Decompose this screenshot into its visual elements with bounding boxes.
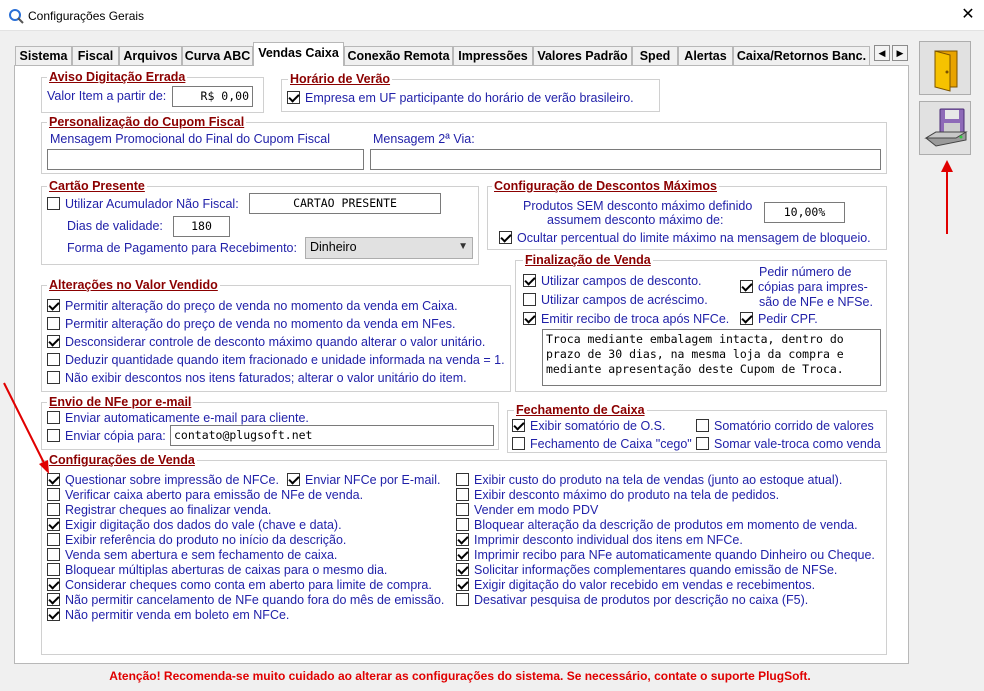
exibir-custo-checkbox[interactable]: Exibir custo do produto na tela de vendas (junto ao estoque atual). xyxy=(456,473,842,487)
app-icon xyxy=(8,8,24,24)
bloquear-descricao-checkbox[interactable]: Bloquear alteração da descrição de produtos em momento de venda. xyxy=(456,518,858,532)
warning-text: Atenção! Recomenda-se muito cuidado ao alterar as configurações do sistema. Se necessário, contate o suporte PlugSoft. xyxy=(109,669,811,683)
checkbox-box xyxy=(287,91,300,104)
exigir-valor-recebido-checkbox[interactable]: Exigir digitação do valor recebido em vendas e recebimentos. xyxy=(456,578,815,592)
checkbox-box xyxy=(456,518,469,531)
tab-impressoes[interactable]: Impressões xyxy=(453,46,533,65)
checkbox-box xyxy=(287,473,300,486)
checkbox-box xyxy=(47,473,60,486)
checkbox-box xyxy=(47,353,60,366)
nfe-email-legend: Envio de NFe por e-mail xyxy=(49,395,192,409)
checkbox-box xyxy=(696,419,709,432)
tab-sistema[interactable]: Sistema xyxy=(15,46,72,65)
tab-scroll-left-button[interactable]: ◀ xyxy=(874,45,890,61)
dias-validade-label: Dias de validade: xyxy=(67,219,163,233)
vender-pdv-checkbox[interactable]: Vender em modo PDV xyxy=(456,503,598,517)
venda-sem-abertura-checkbox[interactable]: Venda sem abertura e sem fechamento de caixa. xyxy=(47,548,337,562)
checkbox-box xyxy=(456,563,469,576)
valor-item-input[interactable]: R$ 0,00 xyxy=(172,86,253,107)
dias-validade-input[interactable]: 180 xyxy=(173,216,230,237)
nao-exibir-descontos-checkbox[interactable]: Não exibir descontos nos itens faturados; alterar o valor unitário do item. xyxy=(47,371,467,385)
save-button[interactable] xyxy=(919,101,971,155)
checkbox-box xyxy=(523,274,536,287)
somar-vale-troca-checkbox[interactable]: Somar vale-troca como venda xyxy=(696,437,881,451)
enviar-nfce-email-checkbox[interactable]: Enviar NFCe por E-mail. xyxy=(287,473,440,487)
verificar-caixa-checkbox[interactable]: Verificar caixa aberto para emissão de NFe de venda. xyxy=(47,488,363,502)
questionar-nfce-checkbox[interactable]: Questionar sobre impressão de NFCe. xyxy=(47,473,279,487)
desativar-pesquisa-checkbox[interactable]: Desativar pesquisa de produtos por descrição no caixa (F5). xyxy=(456,593,808,607)
nao-cancelar-nfe-checkbox[interactable]: Não permitir cancelamento de NFe quando fora do mês de emissão. xyxy=(47,593,444,607)
registrar-cheques-checkbox[interactable]: Registrar cheques ao finalizar venda. xyxy=(47,503,271,517)
aviso-legend: Aviso Digitação Errada xyxy=(49,70,186,84)
fechamento-cego-checkbox[interactable]: Fechamento de Caixa "cego" xyxy=(512,437,692,451)
checkbox-box xyxy=(47,371,60,384)
exibir-referencia-checkbox[interactable]: Exibir referência do produto no início da descrição. xyxy=(47,533,346,547)
alteracao-nfes-checkbox[interactable]: Permitir alteração do preço de venda no momento da venda em NFes. xyxy=(47,317,456,331)
pedir-copias-checkbox[interactable]: cópias para impres- xyxy=(740,280,868,294)
config-venda-legend: Configurações de Venda xyxy=(49,453,195,467)
campos-acrescimo-checkbox[interactable]: Utilizar campos de acréscimo. xyxy=(523,293,708,307)
tab-conexao-remota[interactable]: Conexão Remota xyxy=(344,46,453,65)
enviar-auto-email-checkbox[interactable]: Enviar automaticamente e-mail para cliente. xyxy=(47,411,309,425)
alteracoes-legend: Alterações no Valor Vendido xyxy=(49,278,218,292)
somatorio-os-checkbox[interactable]: Exibir somatório de O.S. xyxy=(512,419,665,433)
forma-pagamento-select[interactable]: Dinheiro ▼ xyxy=(305,237,473,259)
valor-item-label: Valor Item a partir de: xyxy=(47,89,167,103)
checkbox-box xyxy=(456,548,469,561)
imprimir-recibo-checkbox[interactable]: Imprimir recibo para NFe automaticamente quando Dinheiro ou Cheque. xyxy=(456,548,875,562)
mensagem-troca-memo[interactable]: Troca mediante embalagem intacta, dentro do prazo de 30 dias, na mesma loja da compra e mediante apresentação deste Cupom de Troca. xyxy=(542,329,881,386)
checkbox-box xyxy=(47,197,60,210)
pedir-copias-label-3: são de NFe e NFSe. xyxy=(759,295,873,309)
checkbox-box xyxy=(523,312,536,325)
checkbox-box xyxy=(47,503,60,516)
checkbox-box xyxy=(47,593,60,606)
acumulador-checkbox[interactable]: Utilizar Acumulador Não Fiscal: xyxy=(47,197,239,211)
floppy-disk-icon xyxy=(920,102,972,156)
exibir-desconto-maximo-checkbox[interactable]: Exibir desconto máximo do produto na tela de pedidos. xyxy=(456,488,779,502)
checkbox-box xyxy=(740,312,753,325)
tab-fiscal[interactable]: Fiscal xyxy=(72,46,119,65)
cartao-legend: Cartão Presente xyxy=(49,179,145,193)
cupom-legend: Personalização do Cupom Fiscal xyxy=(49,115,245,129)
desconto-maximo-input[interactable]: 10,00% xyxy=(764,202,845,223)
bloquear-aberturas-checkbox[interactable]: Bloquear múltiplas aberturas de caixas para o mesmo dia. xyxy=(47,563,387,577)
checkbox-box xyxy=(47,548,60,561)
enviar-copia-checkbox[interactable]: Enviar cópia para: xyxy=(47,429,166,443)
descontos-text-2: assumem desconto máximo de: xyxy=(547,213,724,227)
forma-pagamento-label: Forma de Pagamento para Recebimento: xyxy=(67,241,297,255)
checkbox-box xyxy=(47,429,60,442)
checkbox-box xyxy=(47,488,60,501)
tab-arquivos[interactable]: Arquivos xyxy=(119,46,182,65)
fechamento-legend: Fechamento de Caixa xyxy=(516,403,645,417)
checkbox-box xyxy=(47,518,60,531)
msg-2via-label: Mensagem 2ª Via: xyxy=(373,132,475,146)
window-title: Configurações Gerais xyxy=(28,9,145,23)
close-button[interactable]: ✕ xyxy=(961,6,975,23)
checkbox-box xyxy=(456,488,469,501)
tab-caixa-retornos[interactable]: Caixa/Retornos Banc. xyxy=(733,46,870,65)
checkbox-box xyxy=(456,503,469,516)
msg-promocional-input[interactable] xyxy=(47,149,364,170)
imprimir-desconto-checkbox[interactable]: Imprimir desconto individual dos itens em NFCe. xyxy=(456,533,743,547)
checkbox-box xyxy=(512,419,525,432)
checkbox-box xyxy=(47,411,60,424)
cheques-conta-aberto-checkbox[interactable]: Considerar cheques como conta em aberto para limite de compra. xyxy=(47,578,432,592)
recibo-troca-checkbox[interactable]: Emitir recibo de troca após NFCe. xyxy=(523,312,729,326)
checkbox-box xyxy=(47,608,60,621)
checkbox-box xyxy=(47,533,60,546)
checkbox-box xyxy=(456,533,469,546)
tab-curva-abc[interactable]: Curva ABC xyxy=(182,46,253,65)
ocultar-percentual-checkbox[interactable]: Ocultar percentual do limite máximo na mensagem de bloqueio. xyxy=(499,231,871,245)
exigir-vale-checkbox[interactable]: Exigir digitação dos dados do vale (chave e data). xyxy=(47,518,342,532)
checkbox-box xyxy=(47,335,60,348)
alteracao-caixa-checkbox[interactable]: Permitir alteração do preço de venda no momento da venda em Caixa. xyxy=(47,299,458,313)
tab-vendas-caixa[interactable]: Vendas Caixa xyxy=(253,42,344,66)
desconsiderar-desconto-checkbox[interactable]: Desconsiderar controle de desconto máximo quando alterar o valor unitário. xyxy=(47,335,485,349)
msg-promocional-label: Mensagem Promocional do Final do Cupom Fiscal xyxy=(50,132,330,146)
tab-valores-padrao[interactable]: Valores Padrão xyxy=(533,46,632,65)
deduzir-quantidade-checkbox[interactable]: Deduzir quantidade quando item fracionado e unidade informada na venda = 1. xyxy=(47,353,505,367)
descontos-legend: Configuração de Descontos Máximos xyxy=(494,179,717,193)
checkbox-box xyxy=(456,593,469,606)
acumulador-input[interactable]: CARTAO PRESENTE xyxy=(249,193,441,214)
door-icon xyxy=(920,42,972,96)
checkbox-box xyxy=(456,473,469,486)
email-copia-input[interactable]: contato@plugsoft.net xyxy=(170,425,494,446)
checkbox-box xyxy=(696,437,709,450)
nao-boleto-nfce-checkbox[interactable]: Não permitir venda em boleto em NFCe. xyxy=(47,608,289,622)
exit-button[interactable] xyxy=(919,41,971,95)
campos-desconto-checkbox[interactable]: Utilizar campos de desconto. xyxy=(523,274,702,288)
pedir-copias-label-1: Pedir número de xyxy=(759,265,852,279)
checkbox-box xyxy=(47,563,60,576)
solicitar-info-nfse-checkbox[interactable]: Solicitar informações complementares quando emissão de NFSe. xyxy=(456,563,837,577)
checkbox-box xyxy=(740,280,753,293)
checkbox-box xyxy=(456,578,469,591)
horario-legend: Horário de Verão xyxy=(290,72,391,86)
chevron-down-icon: ▼ xyxy=(458,241,468,252)
msg-2via-input[interactable] xyxy=(370,149,881,170)
checkbox-box xyxy=(47,317,60,330)
somatorio-corrido-checkbox[interactable]: Somatório corrido de valores xyxy=(696,419,874,433)
annotation-arrow-up-icon xyxy=(935,158,959,238)
checkbox-box xyxy=(47,299,60,312)
tab-sped[interactable]: Sped xyxy=(632,46,678,65)
checkbox-box xyxy=(47,578,60,591)
finalizacao-legend: Finalização de Venda xyxy=(525,253,651,267)
pedir-cpf-checkbox[interactable]: Pedir CPF. xyxy=(740,312,818,326)
title-bar xyxy=(0,0,984,31)
checkbox-box xyxy=(499,231,512,244)
descontos-text-1: Produtos SEM desconto máximo definido xyxy=(523,199,753,213)
horario-verao-checkbox[interactable]: Empresa em UF participante do horário de verão brasileiro. xyxy=(287,91,634,105)
checkbox-box xyxy=(523,293,536,306)
tab-alertas[interactable]: Alertas xyxy=(678,46,733,65)
checkbox-box xyxy=(512,437,525,450)
tab-scroll-right-button[interactable]: ▶ xyxy=(892,45,908,61)
